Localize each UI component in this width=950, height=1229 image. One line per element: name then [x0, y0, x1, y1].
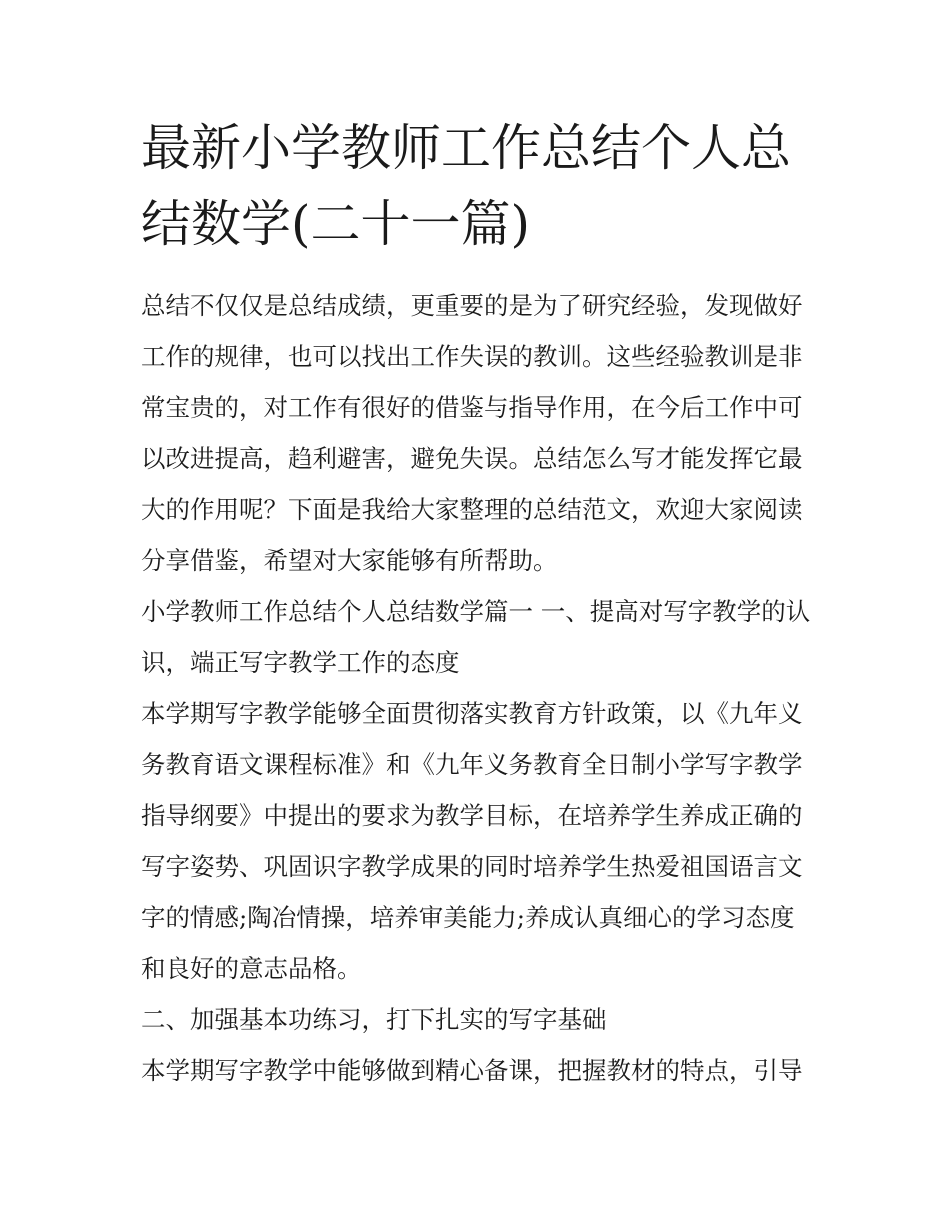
document-body: [141, 280, 813, 1096]
paragraph-section-heading-2: 二、加强基本功练习，打下扎实的写字基础: [141, 1005, 607, 1034]
document-content: [141, 110, 813, 1096]
paragraph-section-heading-1: 小学教师工作总结个人总结数学篇一 一、提高对写字教学的认识，端正写字教学工作的态度: [141, 597, 811, 677]
paragraph-body-1: 本学期写字教学能够全面贯彻落实教育方针政策，以《九年义务教育语文课程标准》和《九年义务教育全日制小学写字教学指导纲要》中提出的要求为教学目标，在培养学生养成正确的写字姿势、巩固识字教学成果的同时培养学生热爱祖国语言文字的情感;陶冶情操，培养审美能力;养成认真细心的学习态度和良好的意志品格。: [141, 699, 803, 983]
paragraph-body-2: 本学期写字教学中能够做到精心备课，把握教材的特点，引导: [141, 1056, 803, 1085]
document-title: 最新小学教师工作总结个人总结数学(二十一篇): [141, 119, 791, 253]
paragraph-intro: 总结不仅仅是总结成绩，更重要的是为了研究经验，发现做好工作的规律，也可以找出工作失误的教训。这些经验教训是非常宝贵的，对工作有很好的借鉴与指导作用，在今后工作中可以改进提高，趋利避害，避免失误。总结怎么写才能发挥它最大的作用呢？下面是我给大家整理的总结范文，欢迎大家阅读分享借鉴，希望对大家能够有所帮助。: [141, 291, 803, 575]
